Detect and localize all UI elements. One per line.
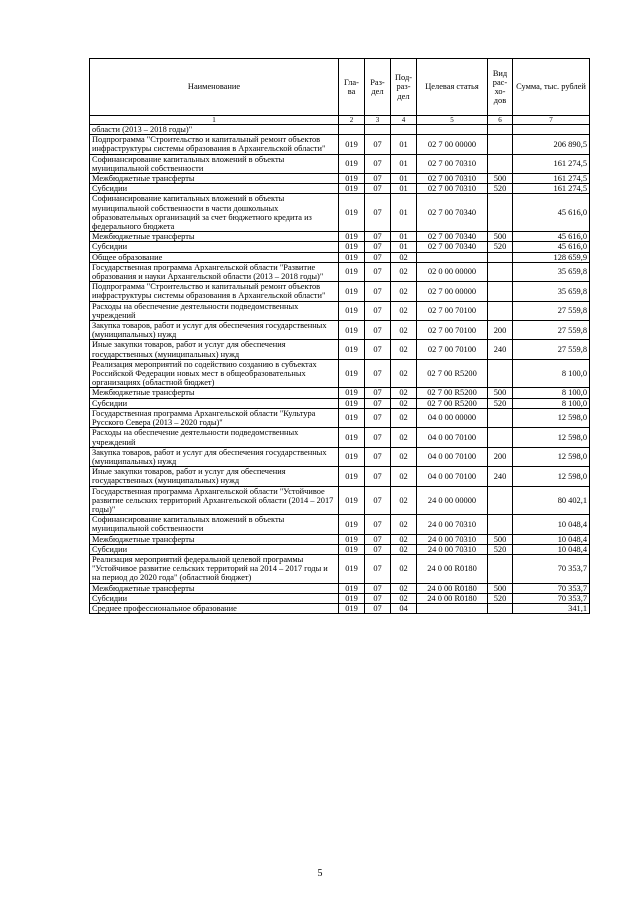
cell-expense-type — [488, 282, 513, 301]
cell-name: Иные закупки товаров, работ и услуг для обеспечения государственных (муниципальных) нужд — [90, 467, 339, 486]
cell-expense-type — [488, 135, 513, 154]
cell-name: Подпрограмма "Строительство и капитальный ремонт объектов инфраструктуры системы образования в Архангельской области" — [90, 135, 339, 154]
cell-podrazdel: 01 — [391, 154, 417, 173]
cell-expense-type: 520 — [488, 242, 513, 252]
cell-razdel — [365, 125, 391, 135]
cell-expense-type — [488, 554, 513, 583]
cell-expense-type: 240 — [488, 340, 513, 359]
cell-glava: 019 — [339, 359, 365, 388]
table-row — [90, 398, 590, 408]
cell-razdel: 07 — [365, 359, 391, 388]
budget-table-sheet — [89, 58, 590, 614]
cell-sum: 27 559,8 — [513, 321, 590, 340]
cell-glava: 019 — [339, 408, 365, 427]
cell-expense-type: 500 — [488, 534, 513, 544]
cell-razdel: 07 — [365, 486, 391, 515]
cell-podrazdel: 02 — [391, 398, 417, 408]
cell-target-article: 24 0 00 00000 — [417, 486, 488, 515]
cell-glava: 019 — [339, 262, 365, 281]
cell-expense-type: 240 — [488, 467, 513, 486]
cell-glava: 019 — [339, 174, 365, 184]
cell-sum: 161 274,5 — [513, 174, 590, 184]
cell-podrazdel: 01 — [391, 184, 417, 194]
cell-podrazdel: 02 — [391, 467, 417, 486]
cell-glava: 019 — [339, 583, 365, 593]
cell-name: Закупка товаров, работ и услуг для обеспечения государственных (муниципальных) нужд — [90, 321, 339, 340]
cell-sum: 35 659,8 — [513, 262, 590, 281]
cell-target-article: 02 7 00 70340 — [417, 232, 488, 242]
cell-razdel: 07 — [365, 282, 391, 301]
table-row — [90, 428, 590, 447]
cell-sum: 10 048,4 — [513, 515, 590, 534]
table-row — [90, 515, 590, 534]
table-row — [90, 408, 590, 427]
cell-sum: 128 659,9 — [513, 252, 590, 262]
column-number: 2 — [339, 116, 365, 125]
cell-razdel: 07 — [365, 301, 391, 320]
cell-podrazdel: 02 — [391, 262, 417, 281]
cell-podrazdel: 02 — [391, 583, 417, 593]
cell-podrazdel: 02 — [391, 252, 417, 262]
cell-name: Подпрограмма "Строительство и капитальный ремонт объектов инфраструктуры системы образования в Архангельской области" — [90, 282, 339, 301]
table-row — [90, 583, 590, 593]
table-row — [90, 301, 590, 320]
cell-sum: 70 353,7 — [513, 593, 590, 603]
cell-expense-type — [488, 408, 513, 427]
cell-name: Субсидии — [90, 593, 339, 603]
cell-expense-type: 520 — [488, 593, 513, 603]
cell-name: Расходы на обеспечение деятельности подведомственных учреждений — [90, 428, 339, 447]
cell-razdel: 07 — [365, 544, 391, 554]
cell-target-article: 24 0 00 70310 — [417, 544, 488, 554]
cell-target-article: 02 7 00 70100 — [417, 301, 488, 320]
cell-target-article: 02 0 00 00000 — [417, 262, 488, 281]
cell-target-article: 02 7 00 00000 — [417, 282, 488, 301]
table-row — [90, 388, 590, 398]
cell-razdel: 07 — [365, 428, 391, 447]
cell-expense-type — [488, 603, 513, 613]
cell-name: Реализация мероприятий по содействию созданию в субъектах Российской Федерации новых мест в общеобразовательных организациях (областной бюджет) — [90, 359, 339, 388]
cell-glava: 019 — [339, 603, 365, 613]
cell-razdel: 07 — [365, 242, 391, 252]
cell-sum: 8 100,0 — [513, 388, 590, 398]
column-number: 3 — [365, 116, 391, 125]
cell-target-article — [417, 125, 488, 135]
table-row — [90, 544, 590, 554]
cell-target-article: 24 0 00 R0180 — [417, 583, 488, 593]
cell-target-article: 24 0 00 R0180 — [417, 593, 488, 603]
header-target-article: Целевая статья — [417, 59, 488, 116]
cell-glava: 019 — [339, 154, 365, 173]
cell-sum: 70 353,7 — [513, 583, 590, 593]
cell-podrazdel: 02 — [391, 428, 417, 447]
cell-sum: 341,1 — [513, 603, 590, 613]
cell-expense-type — [488, 194, 513, 232]
cell-sum: 10 048,4 — [513, 534, 590, 544]
cell-expense-type: 520 — [488, 184, 513, 194]
cell-name: Софинансирование капитальных вложений в объекты муниципальной собственности — [90, 154, 339, 173]
cell-sum: 35 659,8 — [513, 282, 590, 301]
cell-target-article: 02 7 00 70310 — [417, 174, 488, 184]
cell-expense-type — [488, 359, 513, 388]
cell-target-article: 24 0 00 70310 — [417, 534, 488, 544]
cell-sum: 12 598,0 — [513, 408, 590, 427]
cell-glava: 019 — [339, 301, 365, 320]
cell-sum: 12 598,0 — [513, 428, 590, 447]
cell-razdel: 07 — [365, 154, 391, 173]
table-row — [90, 174, 590, 184]
cell-razdel: 07 — [365, 388, 391, 398]
column-number: 1 — [90, 116, 339, 125]
cell-glava: 019 — [339, 388, 365, 398]
cell-podrazdel: 04 — [391, 603, 417, 613]
cell-target-article — [417, 603, 488, 613]
header-razdel: Раз-дел — [365, 59, 391, 116]
cell-name: Субсидии — [90, 242, 339, 252]
table-row — [90, 359, 590, 388]
cell-name: Субсидии — [90, 544, 339, 554]
cell-target-article: 24 0 00 R0180 — [417, 554, 488, 583]
column-number-row — [90, 116, 590, 125]
cell-sum: 27 559,8 — [513, 340, 590, 359]
cell-razdel: 07 — [365, 467, 391, 486]
cell-razdel: 07 — [365, 554, 391, 583]
cell-name: Субсидии — [90, 398, 339, 408]
cell-expense-type — [488, 252, 513, 262]
table-row — [90, 321, 590, 340]
table-row — [90, 554, 590, 583]
cell-razdel: 07 — [365, 515, 391, 534]
cell-name: Межбюджетные трансферты — [90, 534, 339, 544]
table-header-row — [90, 59, 590, 116]
cell-expense-type — [488, 515, 513, 534]
cell-name: Межбюджетные трансферты — [90, 388, 339, 398]
cell-expense-type: 200 — [488, 447, 513, 466]
cell-target-article: 02 7 00 70100 — [417, 321, 488, 340]
cell-sum: 12 598,0 — [513, 447, 590, 466]
table-row — [90, 603, 590, 613]
cell-name: Государственная программа Архангельской области "Культура Русского Севера (2013 – 2020 годы)" — [90, 408, 339, 427]
cell-razdel: 07 — [365, 398, 391, 408]
cell-podrazdel: 02 — [391, 340, 417, 359]
cell-sum: 70 353,7 — [513, 554, 590, 583]
cell-name: Расходы на обеспечение деятельности подведомственных учреждений — [90, 301, 339, 320]
table-row — [90, 184, 590, 194]
cell-podrazdel: 02 — [391, 534, 417, 544]
cell-name: Софинансирование капитальных вложений в объекты муниципальной собственности в части дошкольных образовательных организаций за счет бюджетного кредита из федерального бюджета — [90, 194, 339, 232]
table-row — [90, 262, 590, 281]
cell-razdel: 07 — [365, 534, 391, 544]
cell-razdel: 07 — [365, 321, 391, 340]
table-row — [90, 154, 590, 173]
cell-razdel: 07 — [365, 252, 391, 262]
cell-razdel: 07 — [365, 447, 391, 466]
cell-podrazdel: 02 — [391, 593, 417, 603]
cell-name: Государственная программа Архангельской области "Развитие образования и науки Архангельской области (2013 – 2018 годы)" — [90, 262, 339, 281]
budget-table — [89, 58, 590, 614]
table-row — [90, 340, 590, 359]
cell-podrazdel: 01 — [391, 174, 417, 184]
page-number: 5 — [317, 868, 323, 879]
header-expense-type: Вид рас-хо-дов — [488, 59, 513, 116]
cell-glava: 019 — [339, 398, 365, 408]
table-row — [90, 447, 590, 466]
column-number: 6 — [488, 116, 513, 125]
table-row — [90, 125, 590, 135]
cell-name: Субсидии — [90, 184, 339, 194]
cell-podrazdel: 02 — [391, 486, 417, 515]
cell-name: Иные закупки товаров, работ и услуг для обеспечения государственных (муниципальных) нужд — [90, 340, 339, 359]
cell-podrazdel: 01 — [391, 194, 417, 232]
column-number: 5 — [417, 116, 488, 125]
cell-name: Межбюджетные трансферты — [90, 232, 339, 242]
cell-podrazdel: 02 — [391, 359, 417, 388]
cell-razdel: 07 — [365, 583, 391, 593]
cell-sum: 161 274,5 — [513, 184, 590, 194]
cell-sum: 27 559,8 — [513, 301, 590, 320]
cell-name: Межбюджетные трансферты — [90, 583, 339, 593]
table-body — [90, 125, 590, 614]
cell-podrazdel: 02 — [391, 554, 417, 583]
cell-razdel: 07 — [365, 603, 391, 613]
header-name: Наименование — [90, 59, 339, 116]
cell-podrazdel: 02 — [391, 515, 417, 534]
header-podrazdel: Под-раз-дел — [391, 59, 417, 116]
cell-name: Закупка товаров, работ и услуг для обеспечения государственных (муниципальных) нужд — [90, 447, 339, 466]
cell-glava: 019 — [339, 515, 365, 534]
cell-glava: 019 — [339, 184, 365, 194]
cell-podrazdel — [391, 125, 417, 135]
cell-name: области (2013 – 2018 годы)" — [90, 125, 339, 135]
cell-podrazdel: 02 — [391, 321, 417, 340]
cell-podrazdel: 02 — [391, 544, 417, 554]
cell-podrazdel: 02 — [391, 388, 417, 398]
cell-expense-type: 500 — [488, 583, 513, 593]
cell-glava: 019 — [339, 467, 365, 486]
cell-name: Реализация мероприятий федеральной целевой программы "Устойчивое развитие сельских территорий на 2014 – 2017 годы и на период до 2020 года" (областной бюджет) — [90, 554, 339, 583]
cell-target-article: 04 0 00 00000 — [417, 408, 488, 427]
cell-expense-type: 500 — [488, 388, 513, 398]
cell-target-article: 24 0 00 70310 — [417, 515, 488, 534]
table-row — [90, 232, 590, 242]
cell-podrazdel: 01 — [391, 242, 417, 252]
cell-podrazdel: 02 — [391, 447, 417, 466]
cell-glava: 019 — [339, 593, 365, 603]
table-row — [90, 252, 590, 262]
cell-glava: 019 — [339, 194, 365, 232]
header-sum: Сумма, тыс. рублей — [513, 59, 590, 116]
cell-expense-type: 520 — [488, 544, 513, 554]
cell-glava: 019 — [339, 447, 365, 466]
cell-podrazdel: 02 — [391, 282, 417, 301]
cell-glava: 019 — [339, 428, 365, 447]
cell-glava: 019 — [339, 544, 365, 554]
cell-glava: 019 — [339, 554, 365, 583]
table-row — [90, 194, 590, 232]
cell-glava: 019 — [339, 242, 365, 252]
cell-name: Государственная программа Архангельской области "Устойчивое развитие сельских территорий Архангельской области (2014 – 2017 годы)" — [90, 486, 339, 515]
cell-sum — [513, 125, 590, 135]
column-number: 7 — [513, 116, 590, 125]
cell-glava: 019 — [339, 321, 365, 340]
cell-sum: 161 274,5 — [513, 154, 590, 173]
table-row — [90, 135, 590, 154]
cell-sum: 12 598,0 — [513, 467, 590, 486]
cell-target-article: 02 7 00 70340 — [417, 194, 488, 232]
table-row — [90, 242, 590, 252]
cell-expense-type — [488, 125, 513, 135]
cell-target-article: 02 7 00 70100 — [417, 340, 488, 359]
cell-sum: 45 616,0 — [513, 242, 590, 252]
cell-podrazdel: 01 — [391, 135, 417, 154]
cell-name: Софинансирование капитальных вложений в объекты муниципальной собственности — [90, 515, 339, 534]
cell-target-article: 04 0 00 70100 — [417, 447, 488, 466]
cell-razdel: 07 — [365, 184, 391, 194]
cell-target-article: 02 7 00 70340 — [417, 242, 488, 252]
cell-sum: 45 616,0 — [513, 232, 590, 242]
cell-glava: 019 — [339, 340, 365, 359]
cell-expense-type — [488, 262, 513, 281]
cell-expense-type: 520 — [488, 398, 513, 408]
cell-glava: 019 — [339, 232, 365, 242]
cell-target-article: 02 7 00 70310 — [417, 154, 488, 173]
cell-glava: 019 — [339, 282, 365, 301]
cell-razdel: 07 — [365, 174, 391, 184]
cell-podrazdel: 02 — [391, 408, 417, 427]
column-number: 4 — [391, 116, 417, 125]
cell-target-article — [417, 252, 488, 262]
cell-target-article: 02 7 00 00000 — [417, 135, 488, 154]
cell-glava: 019 — [339, 486, 365, 515]
cell-sum: 45 616,0 — [513, 194, 590, 232]
cell-razdel: 07 — [365, 408, 391, 427]
cell-razdel: 07 — [365, 232, 391, 242]
cell-expense-type: 200 — [488, 321, 513, 340]
cell-expense-type: 500 — [488, 174, 513, 184]
cell-name: Среднее профессиональное образование — [90, 603, 339, 613]
table-row — [90, 282, 590, 301]
cell-target-article: 04 0 00 70100 — [417, 467, 488, 486]
cell-target-article: 02 7 00 R5200 — [417, 398, 488, 408]
cell-glava: 019 — [339, 534, 365, 544]
header-glava: Гла-ва — [339, 59, 365, 116]
cell-razdel: 07 — [365, 194, 391, 232]
cell-name: Общее образование — [90, 252, 339, 262]
cell-glava — [339, 125, 365, 135]
cell-expense-type — [488, 301, 513, 320]
cell-target-article: 04 0 00 70100 — [417, 428, 488, 447]
table-row — [90, 486, 590, 515]
cell-razdel: 07 — [365, 593, 391, 603]
cell-expense-type — [488, 154, 513, 173]
cell-sum: 80 402,1 — [513, 486, 590, 515]
cell-expense-type — [488, 486, 513, 515]
cell-razdel: 07 — [365, 340, 391, 359]
cell-target-article: 02 7 00 70310 — [417, 184, 488, 194]
cell-glava: 019 — [339, 252, 365, 262]
cell-sum: 206 890,5 — [513, 135, 590, 154]
table-row — [90, 534, 590, 544]
table-row — [90, 467, 590, 486]
cell-sum: 8 100,0 — [513, 359, 590, 388]
cell-glava: 019 — [339, 135, 365, 154]
cell-sum: 8 100,0 — [513, 398, 590, 408]
cell-sum: 10 048,4 — [513, 544, 590, 554]
cell-expense-type — [488, 428, 513, 447]
cell-target-article: 02 7 00 R5200 — [417, 388, 488, 398]
cell-podrazdel: 01 — [391, 232, 417, 242]
cell-podrazdel: 02 — [391, 301, 417, 320]
cell-expense-type: 500 — [488, 232, 513, 242]
cell-target-article: 02 7 00 R5200 — [417, 359, 488, 388]
cell-razdel: 07 — [365, 262, 391, 281]
cell-razdel: 07 — [365, 135, 391, 154]
table-row — [90, 593, 590, 603]
cell-name: Межбюджетные трансферты — [90, 174, 339, 184]
